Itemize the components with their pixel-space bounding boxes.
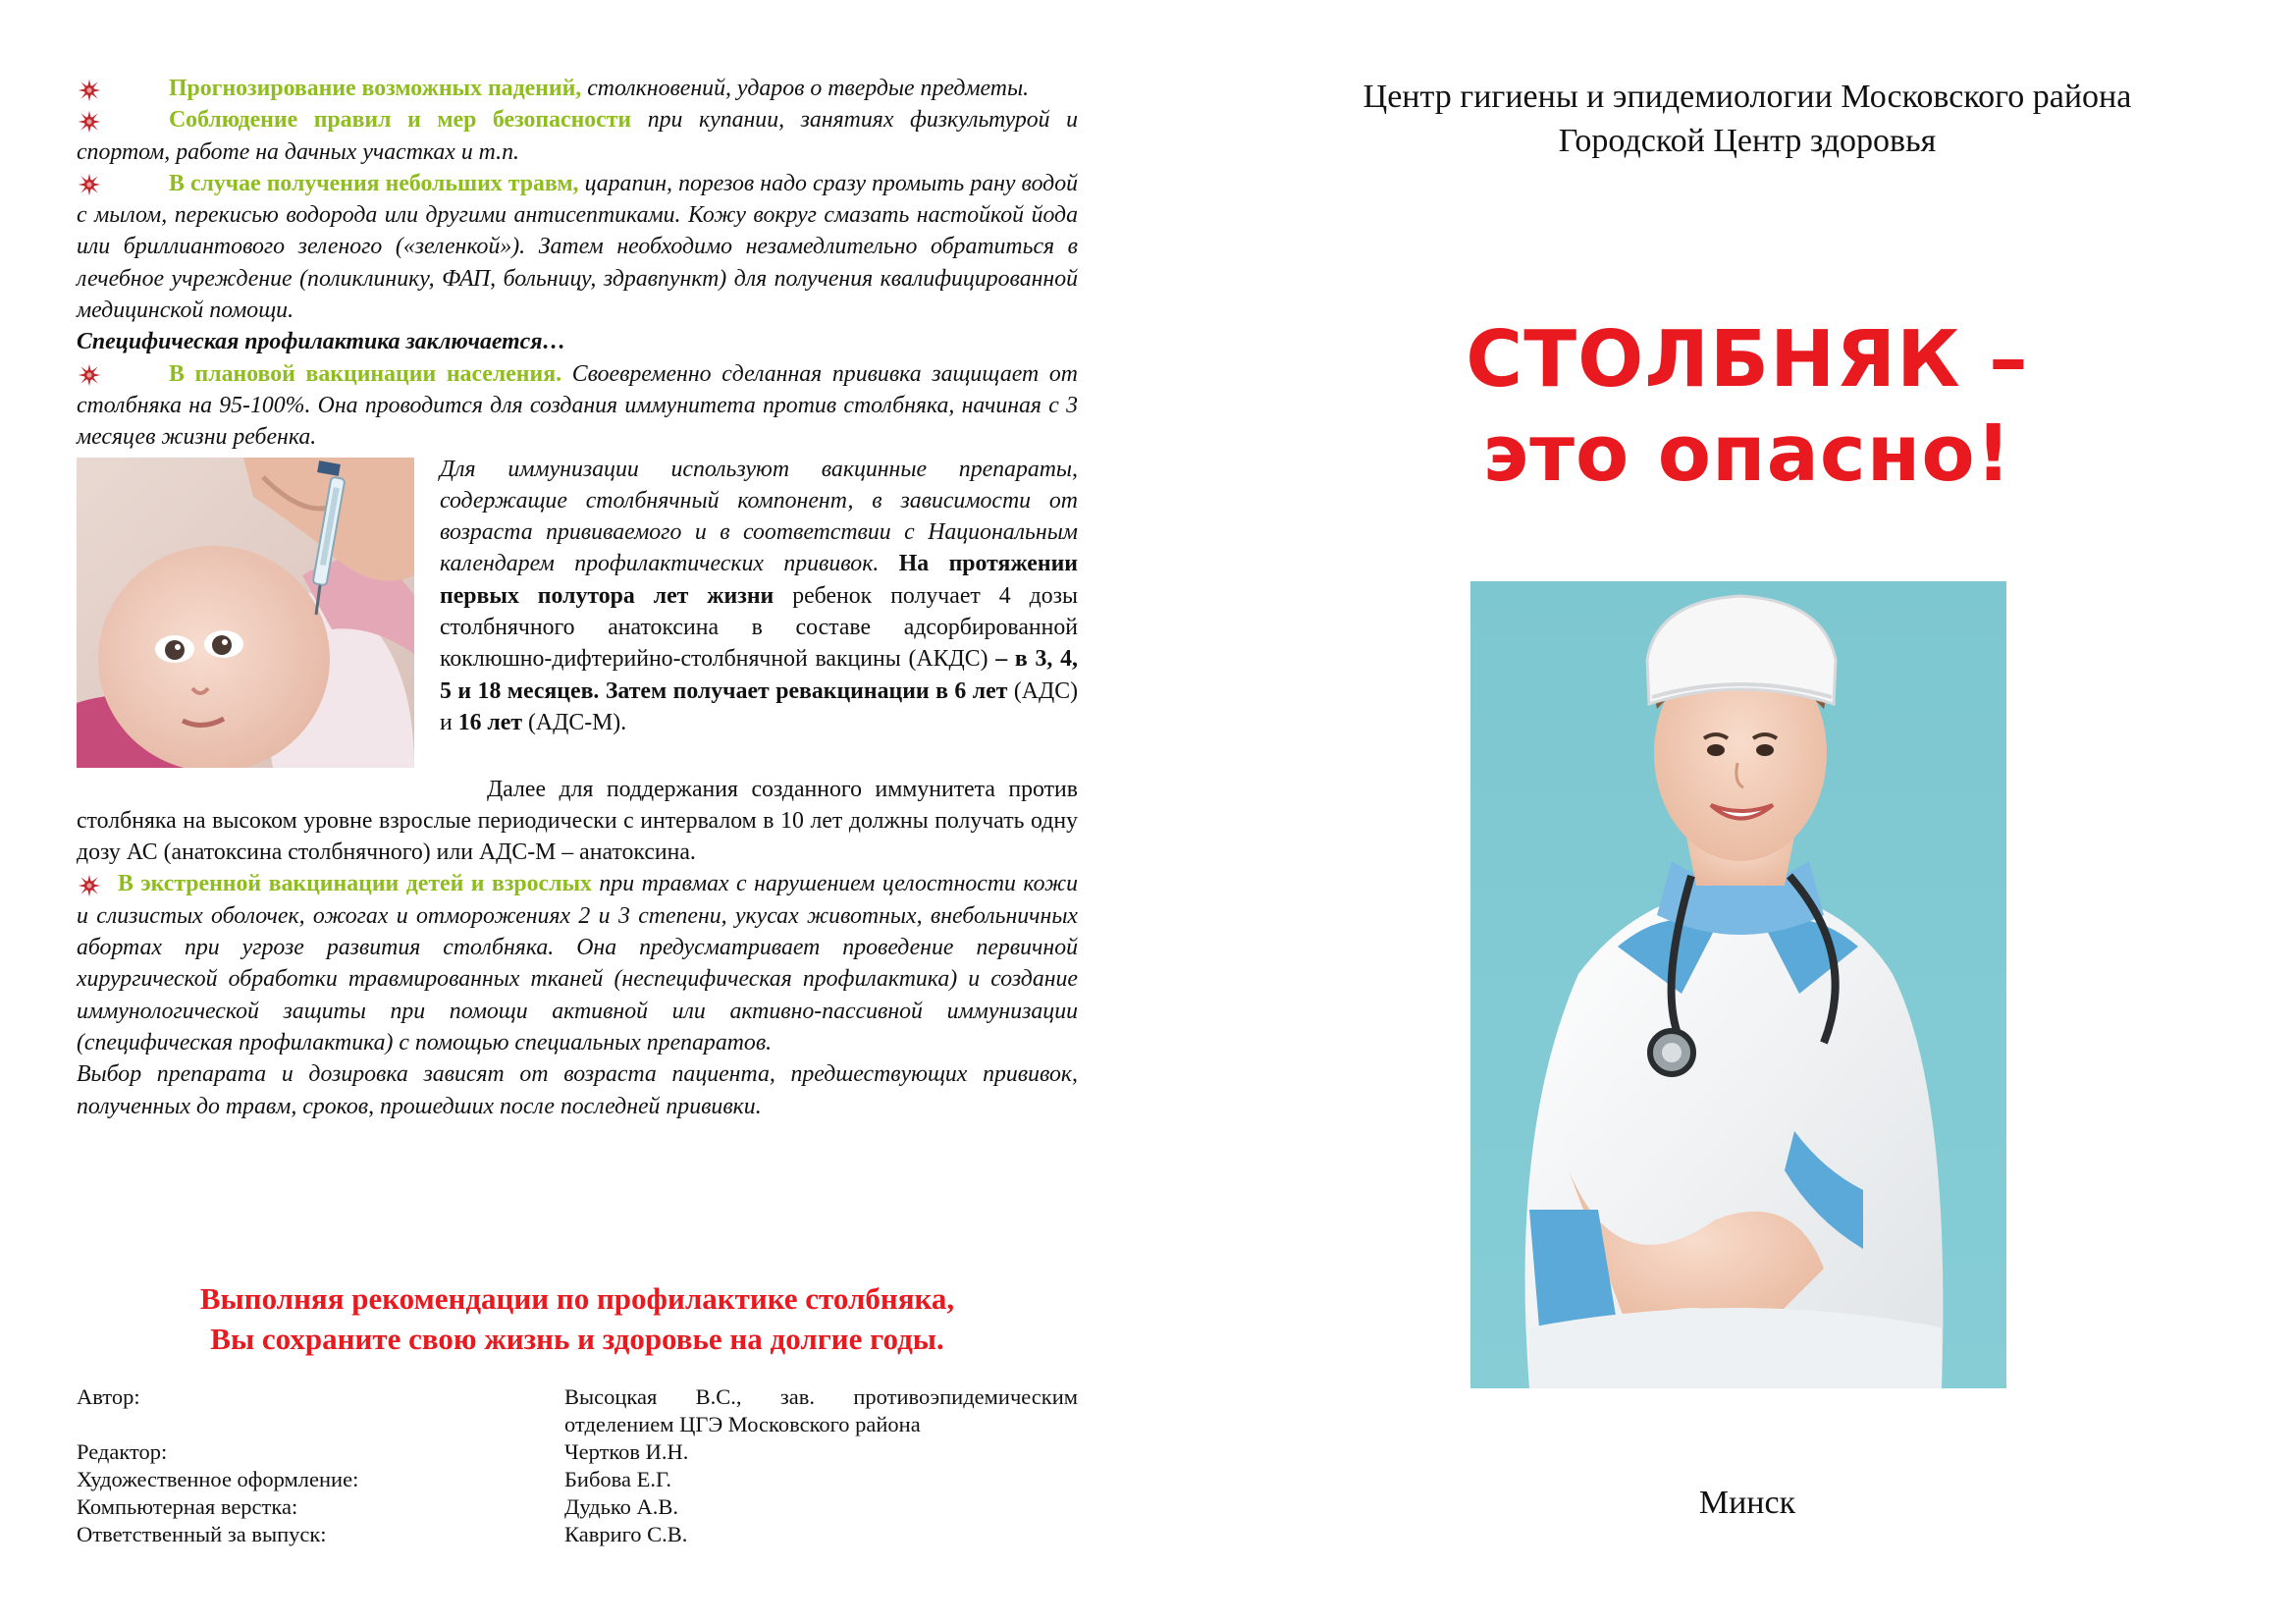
specific-prophylaxis-heading: Специфическая профилактика заключается… [77, 329, 566, 355]
paragraph-text: Выбор препарата и дозировка зависят от возраста пациента, предшествующих прививок, полученных до травм, сроков, прошедших после последней прививки. [77, 1061, 1078, 1119]
closing-line-2: Вы сохраните свою жизнь и здоровье на долгие годы. [210, 1322, 944, 1356]
credit-row [77, 1521, 1078, 1548]
credit-role: Редактор: [77, 1439, 168, 1464]
organization-header [1276, 75, 2218, 163]
bold-text: – в 3, 4, 5 и 18 месяцев. Затем получает ревакцинации в 6 лет [440, 646, 1078, 704]
vaccination-details-paragraph [77, 454, 1078, 739]
paragraph-text: при травмах с нарушением целостности кожи и слизистых оболочек, ожогах и отморожениях 2 и 3 степени, укусах животных, внебольничных абортах при угрозе развития столбняка. Она предусматривает проведение первичной хирургической обработки травмированных тканей (неспецифическая профилактика) и создание иммунологической защиты при помощи активной или активно-пассивной иммунизации (специфическая профилактика) с помощью специальных препаратов. [77, 871, 1078, 1056]
cover-title [1276, 312, 2218, 501]
paragraph-lead: В плановой вакцинации населения. [169, 360, 562, 387]
credit-row [77, 1383, 1078, 1438]
credit-role: Компьютерная верстка: [77, 1494, 298, 1519]
paragraph-lead: В случае получения небольших травм, [169, 170, 579, 196]
booster-paragraph [77, 774, 1078, 869]
credit-role: Автор: [77, 1384, 140, 1409]
baby-injection-photo [77, 458, 414, 768]
paragraph-text: Далее для поддержания созданного иммунитета против столбняка на высоком уровне взрослые периодически с интервалом в 10 лет должны получать одну дозу АС (анатоксина столбнячного) или АДС-М – анатоксина. [77, 776, 1078, 866]
credit-row [77, 1466, 1078, 1493]
health-center-name: Городской Центр здоровья [1558, 123, 1937, 159]
paragraph-text: Для иммунизации используют вакцинные препараты, содержащие столбнячный компонент, в зависимости от возраста прививаемого и в соответствии с Национальным календарем профилактических прививок. [440, 456, 1078, 577]
credit-name: Кавриго С.В. [564, 1522, 688, 1546]
bold-text: На протяжении первых полутора лет жизни [440, 551, 1078, 609]
title-line-2: это опасно! [1482, 408, 2012, 499]
nurse-photo [1470, 581, 2006, 1388]
bold-text: 16 лет [457, 709, 523, 735]
drug-choice-paragraph [77, 1058, 1078, 1122]
planned-vaccination-paragraph [77, 358, 1078, 454]
paragraph-text: при купании, занятиях физкультурой и спортом, работе на дачных участках и т.п. [77, 107, 1078, 165]
credit-row [77, 1493, 1078, 1521]
credit-role: Ответственный за выпуск: [77, 1522, 327, 1546]
closing-line-1: Выполняя рекомендации по профилактике столбняка, [199, 1281, 955, 1316]
closing-recommendation [77, 1278, 1078, 1359]
prevention-falls-paragraph [77, 73, 1078, 104]
credit-name: Чертков И.Н. [564, 1439, 689, 1464]
credits-table [77, 1383, 1078, 1548]
credit-name: Высоцкая В.С., зав. противоэпидемическим отделением ЦГЭ Московского района [564, 1384, 1078, 1436]
city-name: Минск [1698, 1485, 1796, 1521]
title-line-1: СТОЛБНЯК – [1466, 314, 2029, 405]
paragraph-text: Своевременно сделанная прививка защищает от столбняка на 95-100%. Она проводится для создания иммунитета против столбняка, начиная с 3 месяцев жизни ребенка. [77, 360, 1078, 451]
small-injuries-paragraph [77, 168, 1078, 326]
organization-name: Центр гигиены и эпидемиологии Московского района [1362, 79, 2132, 115]
red-star-bullet-icon [77, 873, 106, 898]
paragraph-lead: Прогнозирование возможных падений, [169, 76, 582, 101]
paragraph-lead: Соблюдение правил и мер безопасности [169, 107, 632, 134]
paragraph-text: (АДС-М). [522, 709, 627, 735]
paragraph-text: (АДС) и [440, 677, 1078, 735]
paragraph-text: столкновений, ударов о твердые предметы. [581, 76, 1030, 101]
paragraph-text: царапин, порезов надо сразу промыть рану водой с мылом, перекисью водорода или другими антисептиками. Кожу вокруг смазать настойкой йода или бриллиантового зеленого («зеленкой»). Затем необходимо незамедлительно обратиться в лечебное учреждение (поликлинику, ФАП, больницу, здравпункт) для получения квалифицированной медицинской помощи. [77, 170, 1078, 324]
left-panel [77, 73, 1078, 1122]
safety-rules-paragraph [77, 104, 1078, 168]
credit-name: Дудько А.В. [564, 1494, 679, 1519]
credit-row [77, 1438, 1078, 1466]
credit-role: Художественное оформление: [77, 1467, 359, 1491]
red-star-bullet-icon [77, 362, 106, 388]
credit-name: Бибова Е.Г. [564, 1467, 672, 1491]
emergency-vaccination-paragraph [77, 868, 1078, 1058]
paragraph-lead: В экстренной вакцинации детей и взрослых [118, 871, 592, 897]
red-star-bullet-icon [77, 78, 106, 103]
red-star-bullet-icon [77, 172, 106, 197]
red-star-bullet-icon [77, 109, 106, 135]
paragraph-text: ребенок получает 4 дозы столбнячного анатоксина в составе адсорбированной коклюшно-дифтерийно-столбнячной вакцины (АКДС) [440, 582, 1078, 673]
